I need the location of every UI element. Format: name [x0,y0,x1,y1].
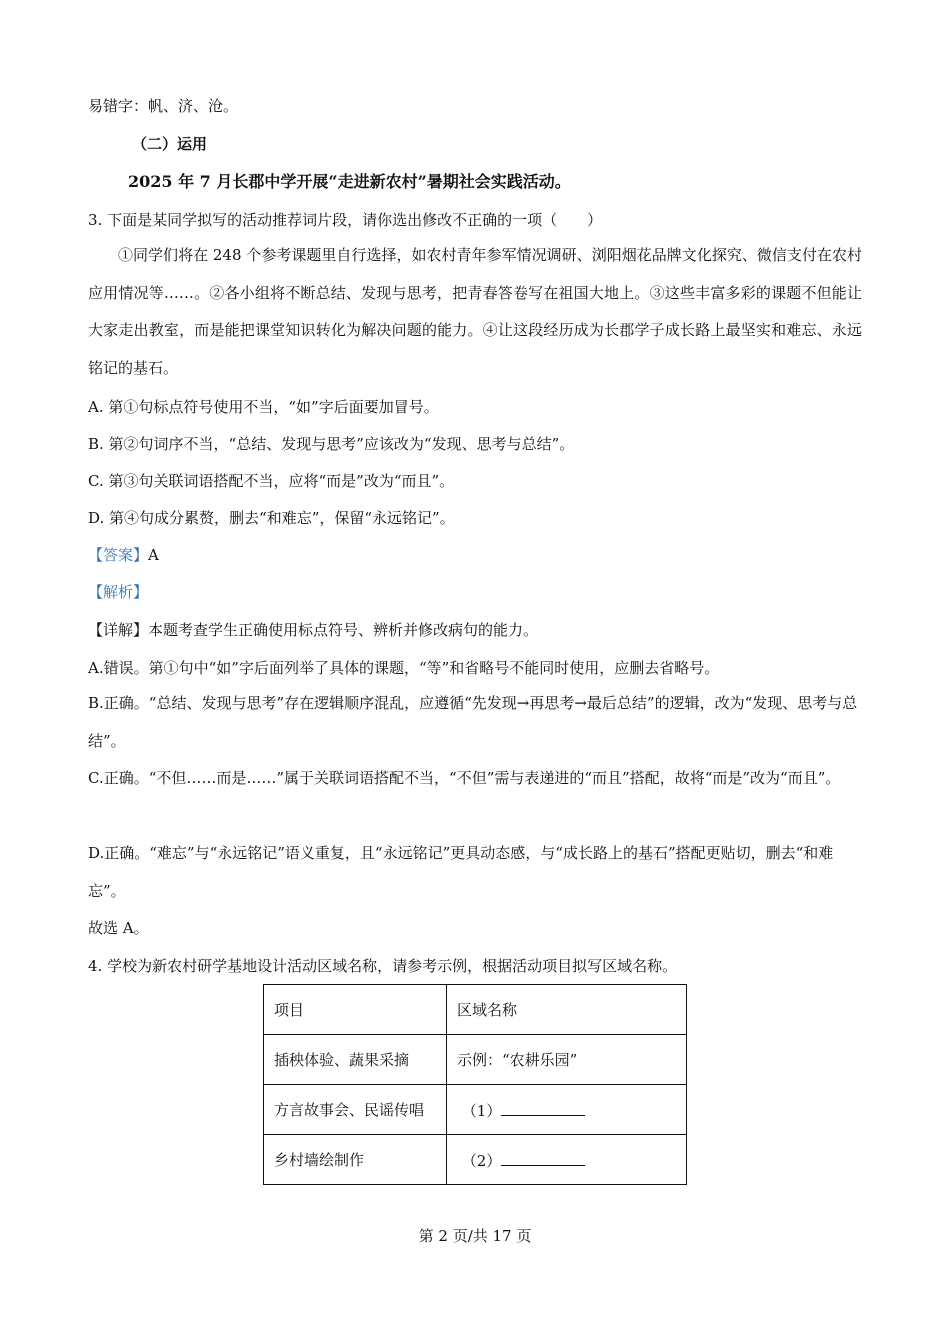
blank-label: （1） [461,1101,502,1120]
option-d: D. 第④句成分累赘，删去“和难忘”，保留“永远铭记”。 [88,509,455,527]
project-cell: 乡村墙绘制作 [264,1135,447,1185]
table-row [264,1135,687,1185]
header-project: 项目 [264,985,447,1035]
option-a: A. 第①句标点符号使用不当，“如”字后面要加冒号。 [88,398,439,416]
table-header-row [264,985,687,1035]
answer-blank-1[interactable] [501,1099,585,1116]
analysis-tag: 【解析】 [88,583,149,601]
q4-stem: 4. 学校为新农村研学基地设计活动区域名称，请参考示例，根据活动项目拟写区域名称。 [88,957,678,975]
project-cell: 方言故事会、民谣传唱 [264,1085,447,1135]
activity-title: 2025 年 7 月长郡中学开展“走进新农村”暑期社会实践活动。 [128,172,571,191]
option-c: C. 第③句关联词语搭配不当，应将“而是”改为“而且”。 [88,472,455,490]
answer-tag: 【答案】 [88,546,149,564]
table-row [264,1085,687,1135]
q3-stem: 3. 下面是某同学拟写的活动推荐词片段，请你选出修改不正确的一项（ ） [88,211,603,229]
section-title: （二）运用 [132,135,208,153]
region-cell [447,1085,687,1135]
blank-label: （2） [461,1151,502,1170]
project-cell: 插秧体验、蔬果采摘 [264,1035,447,1085]
detail-a: A.错误。第①句中“如”字后面列举了具体的课题，“等”和省略号不能同时使用，应删去省略号。 [88,659,720,677]
region-name-table [263,984,687,1185]
answer-blank-2[interactable] [501,1149,585,1166]
detail-tag: 【详解】 [88,621,149,639]
detail-intro-line [88,620,538,640]
region-cell: 示例：“农耕乐园” [447,1035,687,1085]
region-cell [447,1135,687,1185]
table-row [264,1035,687,1085]
detail-intro: 本题考查学生正确使用标点符号、辨析并修改病句的能力。 [148,621,539,639]
option-b: B. 第②句词序不当，“总结、发现与思考”应该改为“发现、思考与总结”。 [88,435,575,453]
conclusion: 故选 A。 [88,919,149,937]
detail-b: B.正确。“总结、发现与思考”存在逻辑顺序混乱，应遵循“先发现→再思考→最后总结”的逻辑，改为“发现、思考与总结”。 [88,694,858,750]
answer-line [88,545,159,565]
detail-d: D.正确。“难忘”与“永远铭记”语义重复，且“永远铭记”更具动态感，与“成长路上的基石”搭配更贴切，删去“和难忘”。 [88,844,834,900]
header-region-name: 区域名称 [447,985,687,1035]
q3-passage: ①同学们将在 248 个参考课题里自行选择，如农村青年参军情况调研、浏阳烟花品牌文化探究、微信支付在农村应用情况等……。②各小组将不断总结、发现与思考，把青春答卷写在祖国大地上。③这些丰富多彩的课题不但能让大家走出教室，而是能把课堂知识转化为解决问题的能力。④让这段经历成为长郡学子成长路上最坚实和难忘、永远铭记的基石。 [88,246,862,377]
detail-c: C.正确。“不但……而是……”属于关联词语搭配不当，“不但”需与表递进的“而且”搭配，故将“而是”改为“而且”。 [88,769,841,787]
page-footer: 第 2 页/共 17 页 [418,1227,532,1245]
answer-value: A [148,546,159,564]
typo-line: 易错字：帆、济、沧。 [88,97,239,115]
